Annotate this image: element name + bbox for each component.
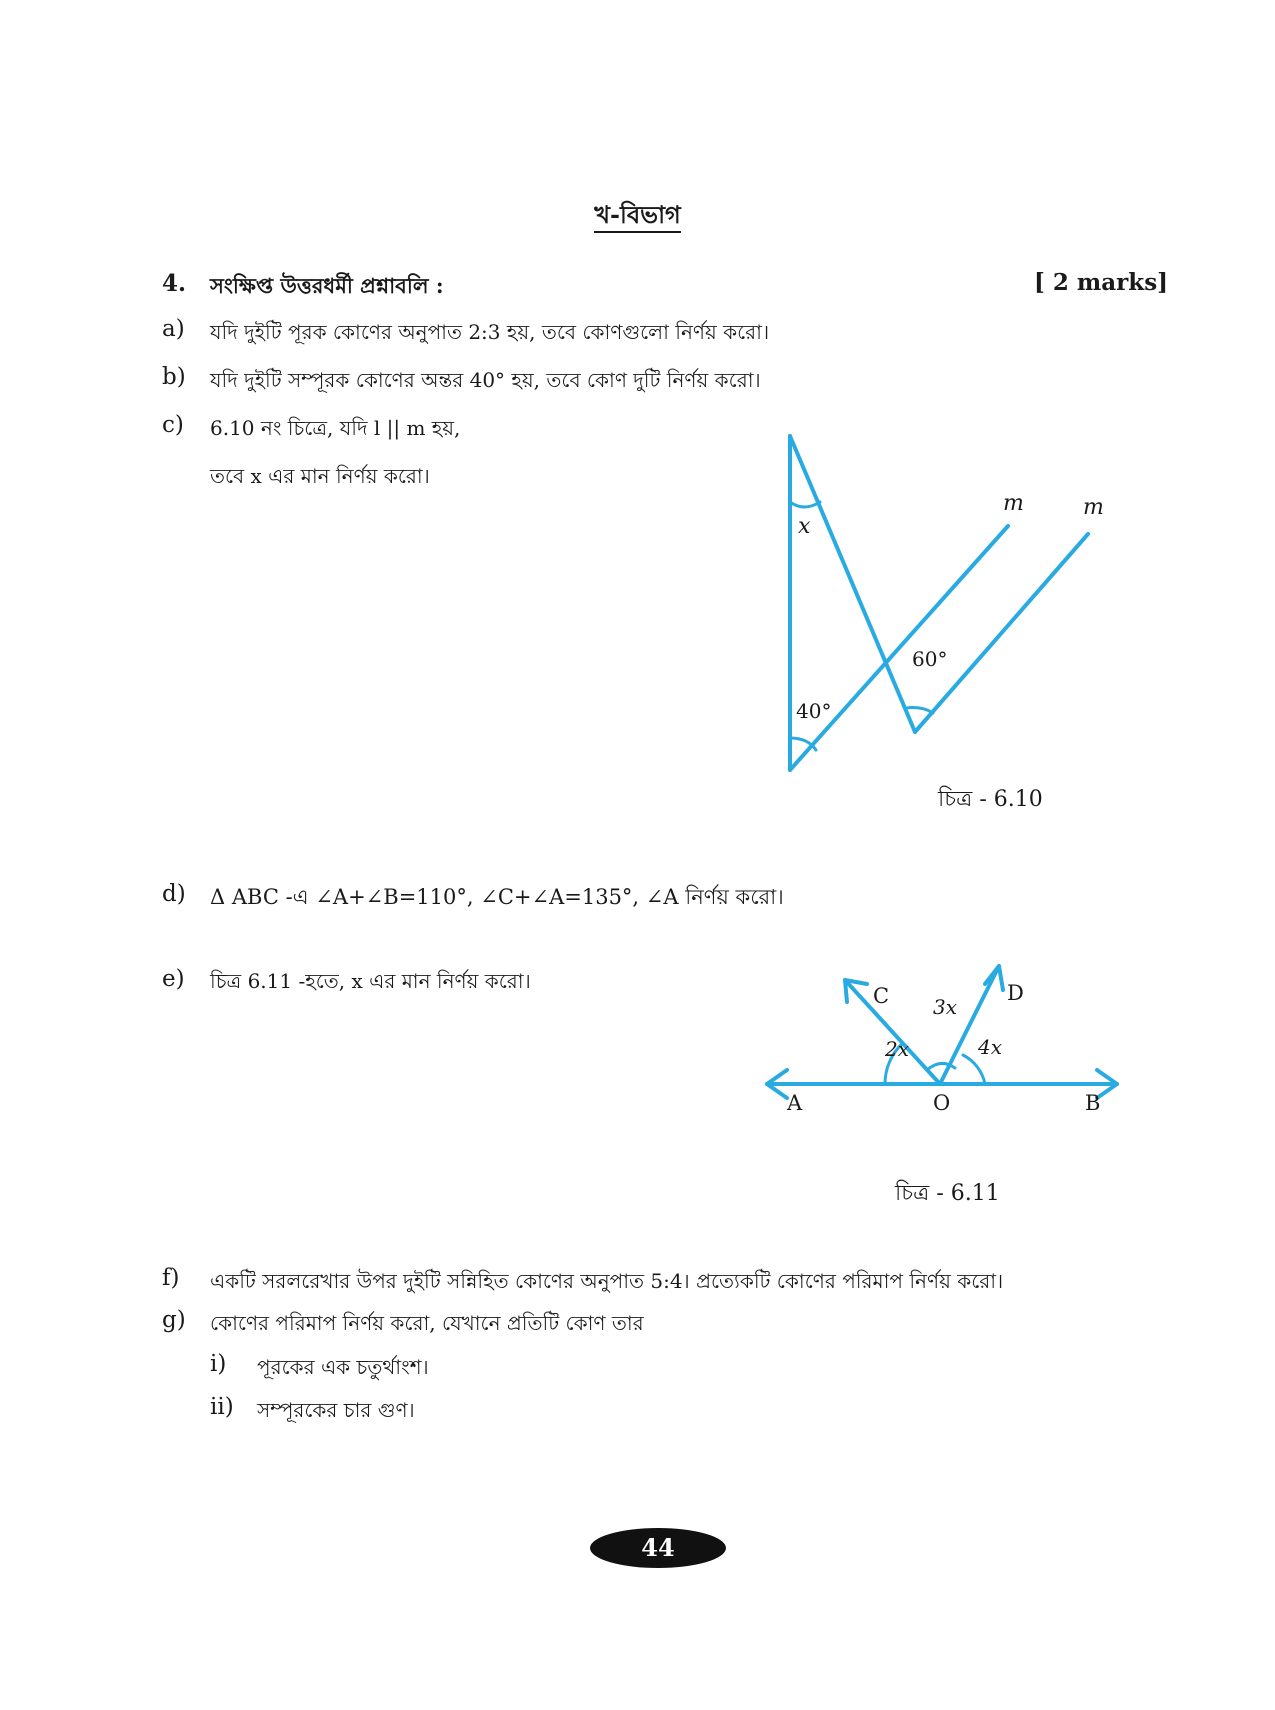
item-d-text: Δ ABC -এ ∠A+∠B=110°, ∠C+∠A=135°, ∠A নির্ণয় করো। bbox=[210, 885, 784, 909]
section-title-text: খ-বিভাগ bbox=[594, 200, 681, 233]
fig610-label-60: 60° bbox=[912, 647, 948, 671]
fig610-transversal-line bbox=[790, 436, 915, 732]
item-c-label: c) bbox=[162, 412, 184, 438]
fig611-arc-3x bbox=[927, 1063, 955, 1070]
fig611-label-D: D bbox=[1007, 981, 1024, 1005]
figure-6-10 bbox=[770, 420, 1110, 810]
section-title bbox=[0, 197, 1275, 237]
item-b-label: b) bbox=[162, 364, 186, 390]
subitem-ii-label: ii) bbox=[210, 1394, 234, 1420]
item-d-label: d) bbox=[162, 881, 186, 907]
item-a-text: যদি দুইটি পূরক কোণের অনুপাত 2:3 হয়, তবে কোণগুলো নির্ণয় করো। bbox=[210, 320, 770, 344]
subitem-i-text: পূরকের এক চতুর্থাংশ। bbox=[257, 1355, 429, 1379]
figure-6-10-caption: চিত্র - 6.10 bbox=[938, 787, 1043, 812]
fig611-label-3x: 3x bbox=[933, 995, 958, 1019]
item-f-text: একটি সরলরেখার উপর দুইটি সন্নিহিত কোণের অনুপাত 5:4। প্রত্যেকটি কোণের পরিমাপ নির্ণয় করো। bbox=[210, 1269, 1004, 1293]
item-f-label: f) bbox=[162, 1265, 180, 1291]
item-c-text-2: তবে x এর মান নির্ণয় করো। bbox=[210, 464, 430, 488]
item-g-label: g) bbox=[162, 1307, 186, 1333]
item-c-text: 6.10 নং চিত্রে, যদি l || m হয়, bbox=[210, 416, 461, 440]
page-number: 44 bbox=[590, 1528, 726, 1568]
fig611-label-C: C bbox=[873, 984, 890, 1008]
subitem-i-label: i) bbox=[210, 1351, 227, 1377]
fig610-arc-x bbox=[790, 502, 820, 507]
question-number: 4. bbox=[162, 270, 187, 297]
fig610-label-m1: m bbox=[1003, 491, 1024, 516]
fig611-label-A: A bbox=[787, 1091, 803, 1115]
question-marks: [ 2 marks] bbox=[1034, 269, 1169, 296]
fig610-line-m2 bbox=[915, 534, 1088, 732]
fig611-ray-OD bbox=[940, 966, 999, 1084]
fig611-ray-OC bbox=[845, 980, 940, 1084]
item-a-label: a) bbox=[162, 316, 185, 342]
figure-6-11 bbox=[755, 950, 1135, 1170]
fig610-label-40: 40° bbox=[796, 699, 832, 723]
fig610-label-x: x bbox=[798, 514, 811, 539]
subitem-ii-text: সম্পূরকের চার গুণ। bbox=[257, 1398, 415, 1422]
fig611-label-4x: 4x bbox=[978, 1035, 1003, 1059]
item-e-label: e) bbox=[162, 966, 185, 992]
fig610-line-m1 bbox=[790, 526, 1008, 770]
item-b-text: যদি দুইটি সম্পূরক কোণের অন্তর 40° হয়, তবে কোণ দুটি নির্ণয় করো। bbox=[210, 368, 761, 392]
question-title: সংক্ষিপ্ত উত্তরধর্মী প্রশ্নাবলি : bbox=[210, 273, 444, 298]
item-g-text: কোণের পরিমাপ নির্ণয় করো, যেখানে প্রতিটি কোণ তার bbox=[210, 1311, 644, 1335]
fig611-arc-4x bbox=[963, 1055, 985, 1084]
item-e-text: চিত্র 6.11 -হতে, x এর মান নির্ণয় করো। bbox=[210, 969, 531, 993]
fig611-label-B: B bbox=[1085, 1091, 1101, 1115]
fig611-label-O: O bbox=[933, 1091, 951, 1115]
fig611-label-2x: 2x bbox=[885, 1037, 910, 1061]
fig610-arc-60 bbox=[906, 708, 933, 713]
fig610-label-m2: m bbox=[1083, 495, 1104, 520]
figure-6-11-caption: চিত্র - 6.11 bbox=[895, 1181, 1000, 1206]
